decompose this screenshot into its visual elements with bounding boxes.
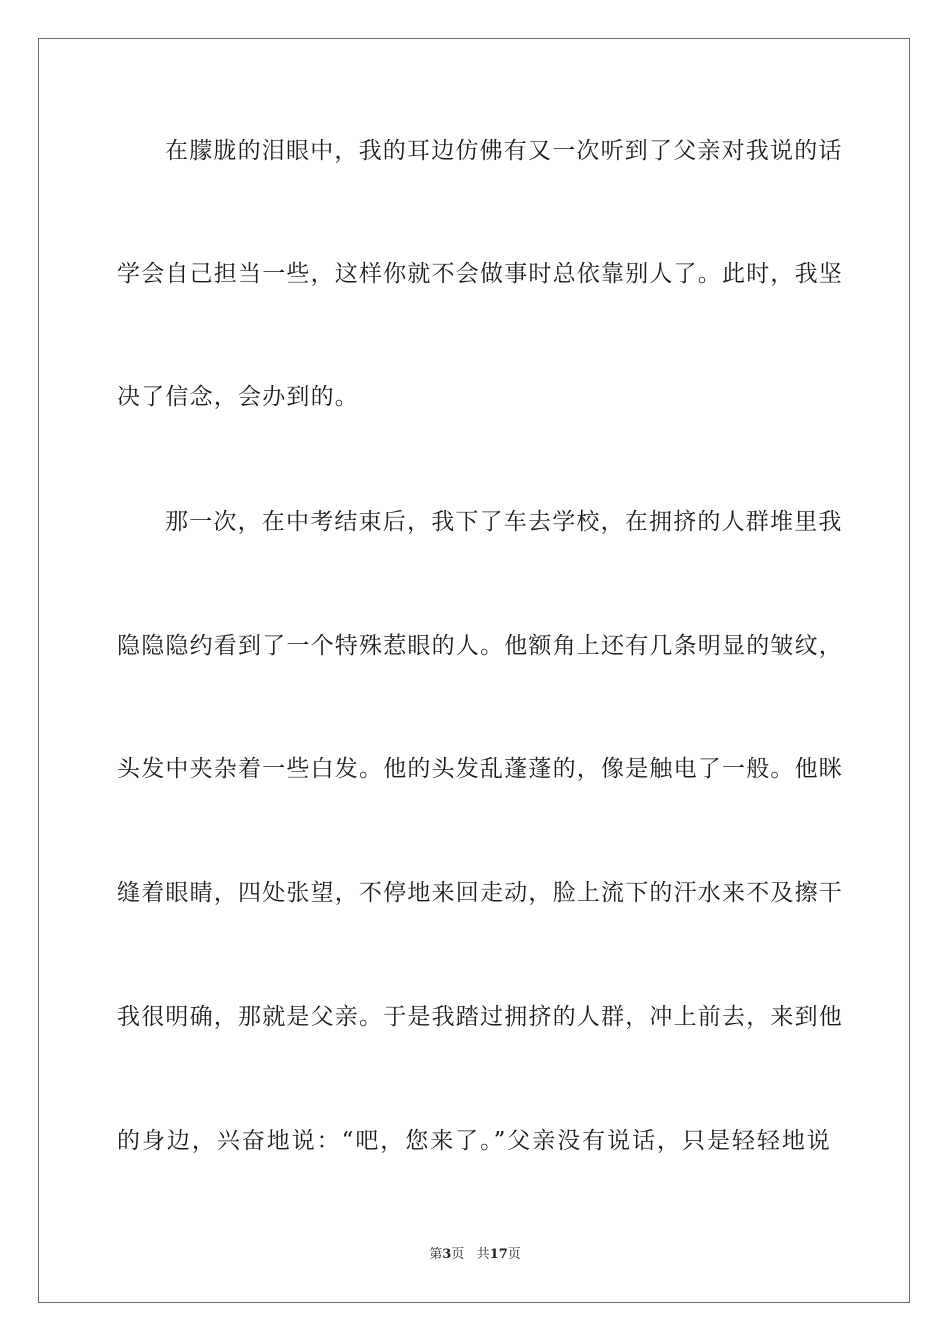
paragraph-line: 在朦胧的泪眼中，我的耳边仿佛有又一次听到了父亲对我说的话 <box>165 138 843 164</box>
total-pages: 17 <box>489 1247 508 1262</box>
paragraph-line: 那一次，在中考结束后，我下了车去学校，在拥挤的人群堆里我 <box>165 509 843 535</box>
page-footer <box>0 1246 950 1264</box>
paragraph-line: 的身边，兴奋地说：“吧，您来了。”父亲没有说话，只是轻轻地说 <box>117 1128 831 1154</box>
paragraph-line: 隐隐隐约看到了一个特殊惹眼的人。他额角上还有几条明显的皱纹， <box>117 633 843 659</box>
paragraph-line: 决了信念，会办到的。 <box>117 384 359 410</box>
page-border <box>38 38 910 1303</box>
paragraph-line: 头发中夹杂着一些白发。他的头发乱蓬蓬的，像是触电了一般。他眯 <box>117 756 843 782</box>
page-suffix: 页 <box>451 1247 465 1262</box>
total-suffix: 页 <box>507 1247 521 1262</box>
paragraph-line: 我很明确，那就是父亲。于是我踏过拥挤的人群，冲上前去，来到他 <box>117 1004 843 1030</box>
page-prefix: 第 <box>429 1247 443 1262</box>
paragraph-line: 学会自己担当一些，这样你就不会做事时总依靠别人了。此时，我坚 <box>117 261 843 287</box>
paragraph-line: 缝着眼睛，四处张望，不停地来回走动，脸上流下的汗水来不及擦干 <box>117 880 843 906</box>
page-number: 3 <box>442 1247 452 1262</box>
total-prefix: 共 <box>476 1247 490 1262</box>
